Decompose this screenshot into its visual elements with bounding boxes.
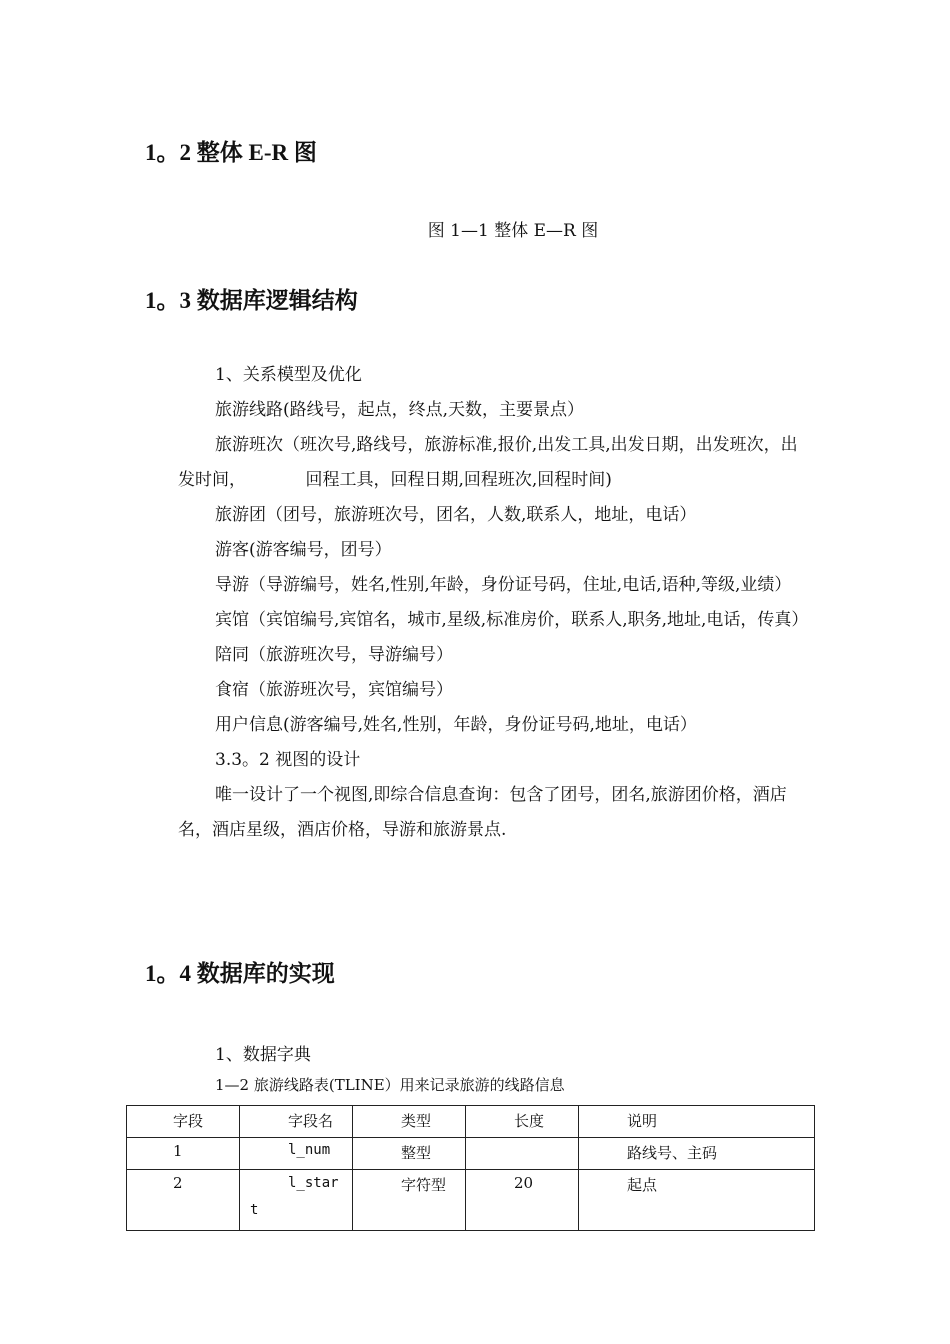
table-cell: 字符型 <box>353 1170 466 1231</box>
section-heading-er-diagram: 1。2 整体 E-R 图 <box>145 140 317 165</box>
header-cell: 类型 <box>353 1106 466 1138</box>
table-caption: 1—2 旅游线路表(TLINE）用来记录旅游的线路信息 <box>215 1076 565 1094</box>
header-cell: 字段名 <box>240 1106 353 1138</box>
table-row <box>127 1138 815 1170</box>
table-cell: 起点 <box>579 1170 815 1231</box>
data-dictionary-table <box>126 1105 815 1231</box>
section-heading-implementation: 1。4 数据库的实现 <box>145 961 335 986</box>
table-cell: 20 <box>466 1170 579 1231</box>
header-cell: 长度 <box>466 1106 579 1138</box>
paragraph: 导游（导游编号，姓名,性别,年龄，身份证号码，住址,电话,语种,等级,业绩） <box>215 575 792 595</box>
table-row <box>127 1170 815 1231</box>
table-header-row <box>127 1106 815 1138</box>
header-cell: 说明 <box>579 1106 815 1138</box>
paragraph: 宾馆（宾馆编号,宾馆名，城市,星级,标准房价，联系人,职务,地址,电话，传真） <box>215 610 809 630</box>
paragraph: 3.3。2 视图的设计 <box>215 750 361 770</box>
table-cell: 1 <box>127 1138 240 1170</box>
paragraph: 食宿（旅游班次号，宾馆编号） <box>215 680 453 700</box>
paragraph: 唯一设计了一个视图,即综合信息查询：包含了团号，团名,旅游团价格，酒店名，酒店星级，酒店价格，导游和旅游景点. <box>178 785 787 840</box>
paragraph: 用户信息(游客编号,姓名,性别，年龄，身份证号码,地址，电话） <box>215 715 697 735</box>
table-cell: l_num <box>240 1138 353 1170</box>
table-cell <box>466 1138 579 1170</box>
paragraph: 旅游团（团号，旅游班次号，团名，人数,联系人，地址，电话） <box>215 505 697 525</box>
paragraph: 游客(游客编号，团号） <box>215 540 392 560</box>
paragraph: 陪同（旅游班次号，导游编号） <box>215 645 453 665</box>
paragraph: 旅游线路(路线号，起点，终点,天数，主要景点） <box>215 400 585 420</box>
subheading-data-dictionary: 1、数据字典 <box>215 1045 311 1065</box>
logical-structure-body <box>178 358 808 848</box>
figure-caption: 图 1—1 整体 E—R 图 <box>427 221 599 241</box>
table-cell: 2 <box>127 1170 240 1231</box>
table-cell: 整型 <box>353 1138 466 1170</box>
header-cell: 字段 <box>127 1106 240 1138</box>
table-cell: l_start <box>240 1170 353 1231</box>
paragraph: 旅游班次（班次号,路线号，旅游标准,报价,出发工具,出发日期，出发班次，出发时间， 回程工具，回程日期,回程班次,回程时间) <box>178 435 798 490</box>
section-heading-logical-structure: 1。3 数据库逻辑结构 <box>145 288 358 313</box>
table-cell: 路线号、主码 <box>579 1138 815 1170</box>
paragraph: 1、关系模型及优化 <box>215 365 362 385</box>
